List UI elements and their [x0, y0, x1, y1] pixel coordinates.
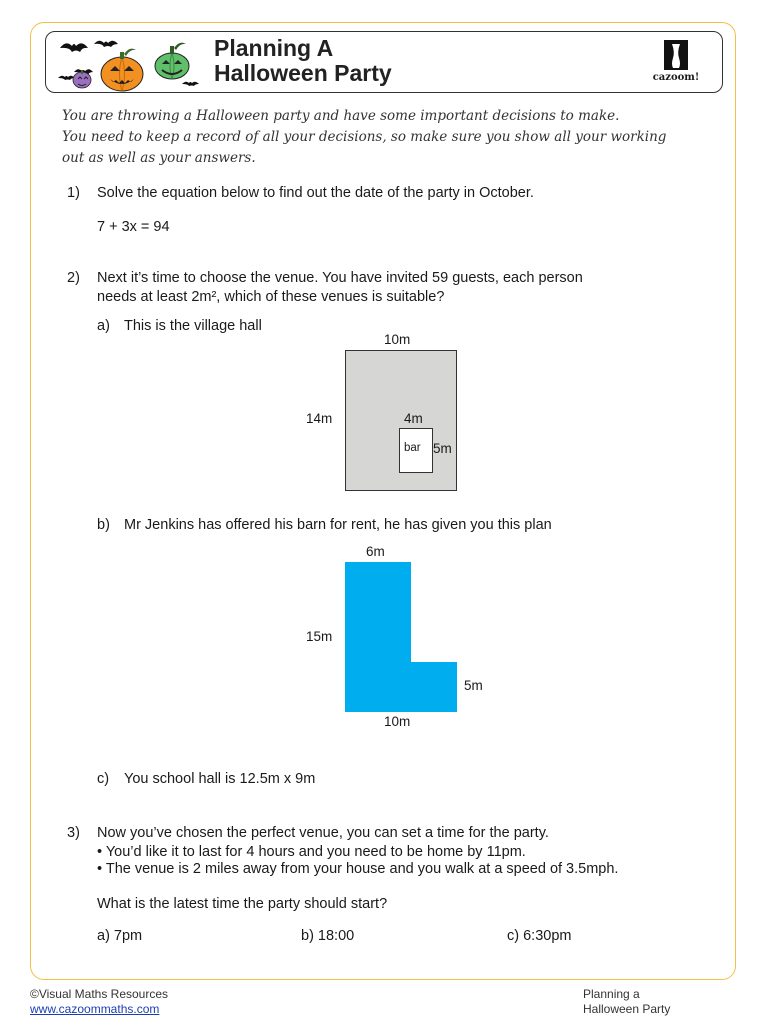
bat-icon — [182, 82, 199, 86]
village-hall-diagram — [345, 350, 459, 493]
footer-copyright: ©Visual Maths Resources — [30, 987, 169, 1001]
intro-line-1: You are throwing a Halloween party and have some important decisions to make. — [62, 108, 620, 124]
page-title — [214, 36, 392, 86]
q2a-text: This is the village hall — [124, 318, 262, 334]
village-hall-width-label: 10m — [384, 332, 411, 347]
q3-bullet-2: • The venue is 2 miles away from your house and you walk at a speed of 3.5mph. — [97, 861, 619, 877]
q3-line-1: Now you’ve chosen the perfect venue, you can set a time for the party. — [97, 825, 549, 841]
bat-icon — [60, 43, 88, 52]
q3-option-b: b) 18:00 — [301, 928, 355, 944]
footer-title-line-2: Halloween Party — [583, 1002, 671, 1016]
q3-number: 3) — [67, 825, 80, 841]
q3-option-c: c) 6:30pm — [507, 928, 572, 944]
title-line-1: Planning A — [214, 35, 334, 61]
header-box — [45, 31, 723, 93]
village-hall-height-label: 14m — [306, 411, 333, 426]
logo-mark-icon — [646, 38, 706, 72]
title-line-2: Halloween Party — [214, 60, 392, 86]
logo-text: cazoom! — [652, 72, 700, 83]
q3-bullet-1: • You’d like it to last for 4 hours and you need to be home by 11pm. — [97, 844, 526, 860]
halloween-decoration — [54, 34, 204, 92]
intro-line-3: out as well as your answers. — [62, 150, 256, 166]
q2c-text: You school hall is 12.5m x 9m — [124, 771, 316, 787]
barn-l-shape — [345, 562, 457, 712]
barn-plan-diagram — [345, 562, 459, 714]
q2-number: 2) — [67, 270, 80, 286]
q1-number: 1) — [67, 185, 80, 201]
q3-question: What is the latest time the party should start? — [97, 896, 388, 912]
intro-text — [62, 106, 702, 169]
q2c-letter: c) — [97, 771, 110, 787]
q2-line-2: needs at least 2m², which of these venues is suitable? — [97, 289, 445, 305]
footer-link[interactable]: www.cazoommaths.com — [30, 1002, 160, 1016]
footer-left — [30, 987, 168, 1017]
barn-bottom-label: 10m — [384, 714, 411, 729]
q2a-letter: a) — [97, 318, 110, 334]
pumpkin-icon — [101, 49, 143, 91]
barn-top-label: 6m — [366, 544, 385, 559]
q1-text: Solve the equation below to find out the date of the party in October. — [97, 185, 534, 201]
pumpkin-icon — [155, 43, 189, 79]
q2b-text: Mr Jenkins has offered his barn for rent, he has given you this plan — [124, 517, 552, 533]
bar-width-label: 4m — [404, 411, 423, 426]
barn-right-label: 5m — [464, 678, 483, 693]
footer-title-line-1: Planning a — [583, 987, 640, 1001]
q3-option-a: a) 7pm — [97, 928, 143, 944]
bar-height-label: 5m — [433, 441, 452, 456]
barn-left-label: 15m — [306, 629, 333, 644]
cazoom-logo — [646, 38, 706, 86]
q2-line-1: Next it’s time to choose the venue. You have invited 59 guests, each person — [97, 270, 583, 286]
q1-equation: 7 + 3x = 94 — [97, 219, 170, 235]
footer-right — [583, 987, 670, 1017]
bat-icon — [58, 76, 75, 80]
q2b-letter: b) — [97, 517, 110, 533]
bar-label: bar — [404, 442, 421, 454]
bat-icon — [94, 41, 118, 47]
intro-line-2: You need to keep a record of all your decisions, so make sure you show all your working — [62, 129, 667, 145]
